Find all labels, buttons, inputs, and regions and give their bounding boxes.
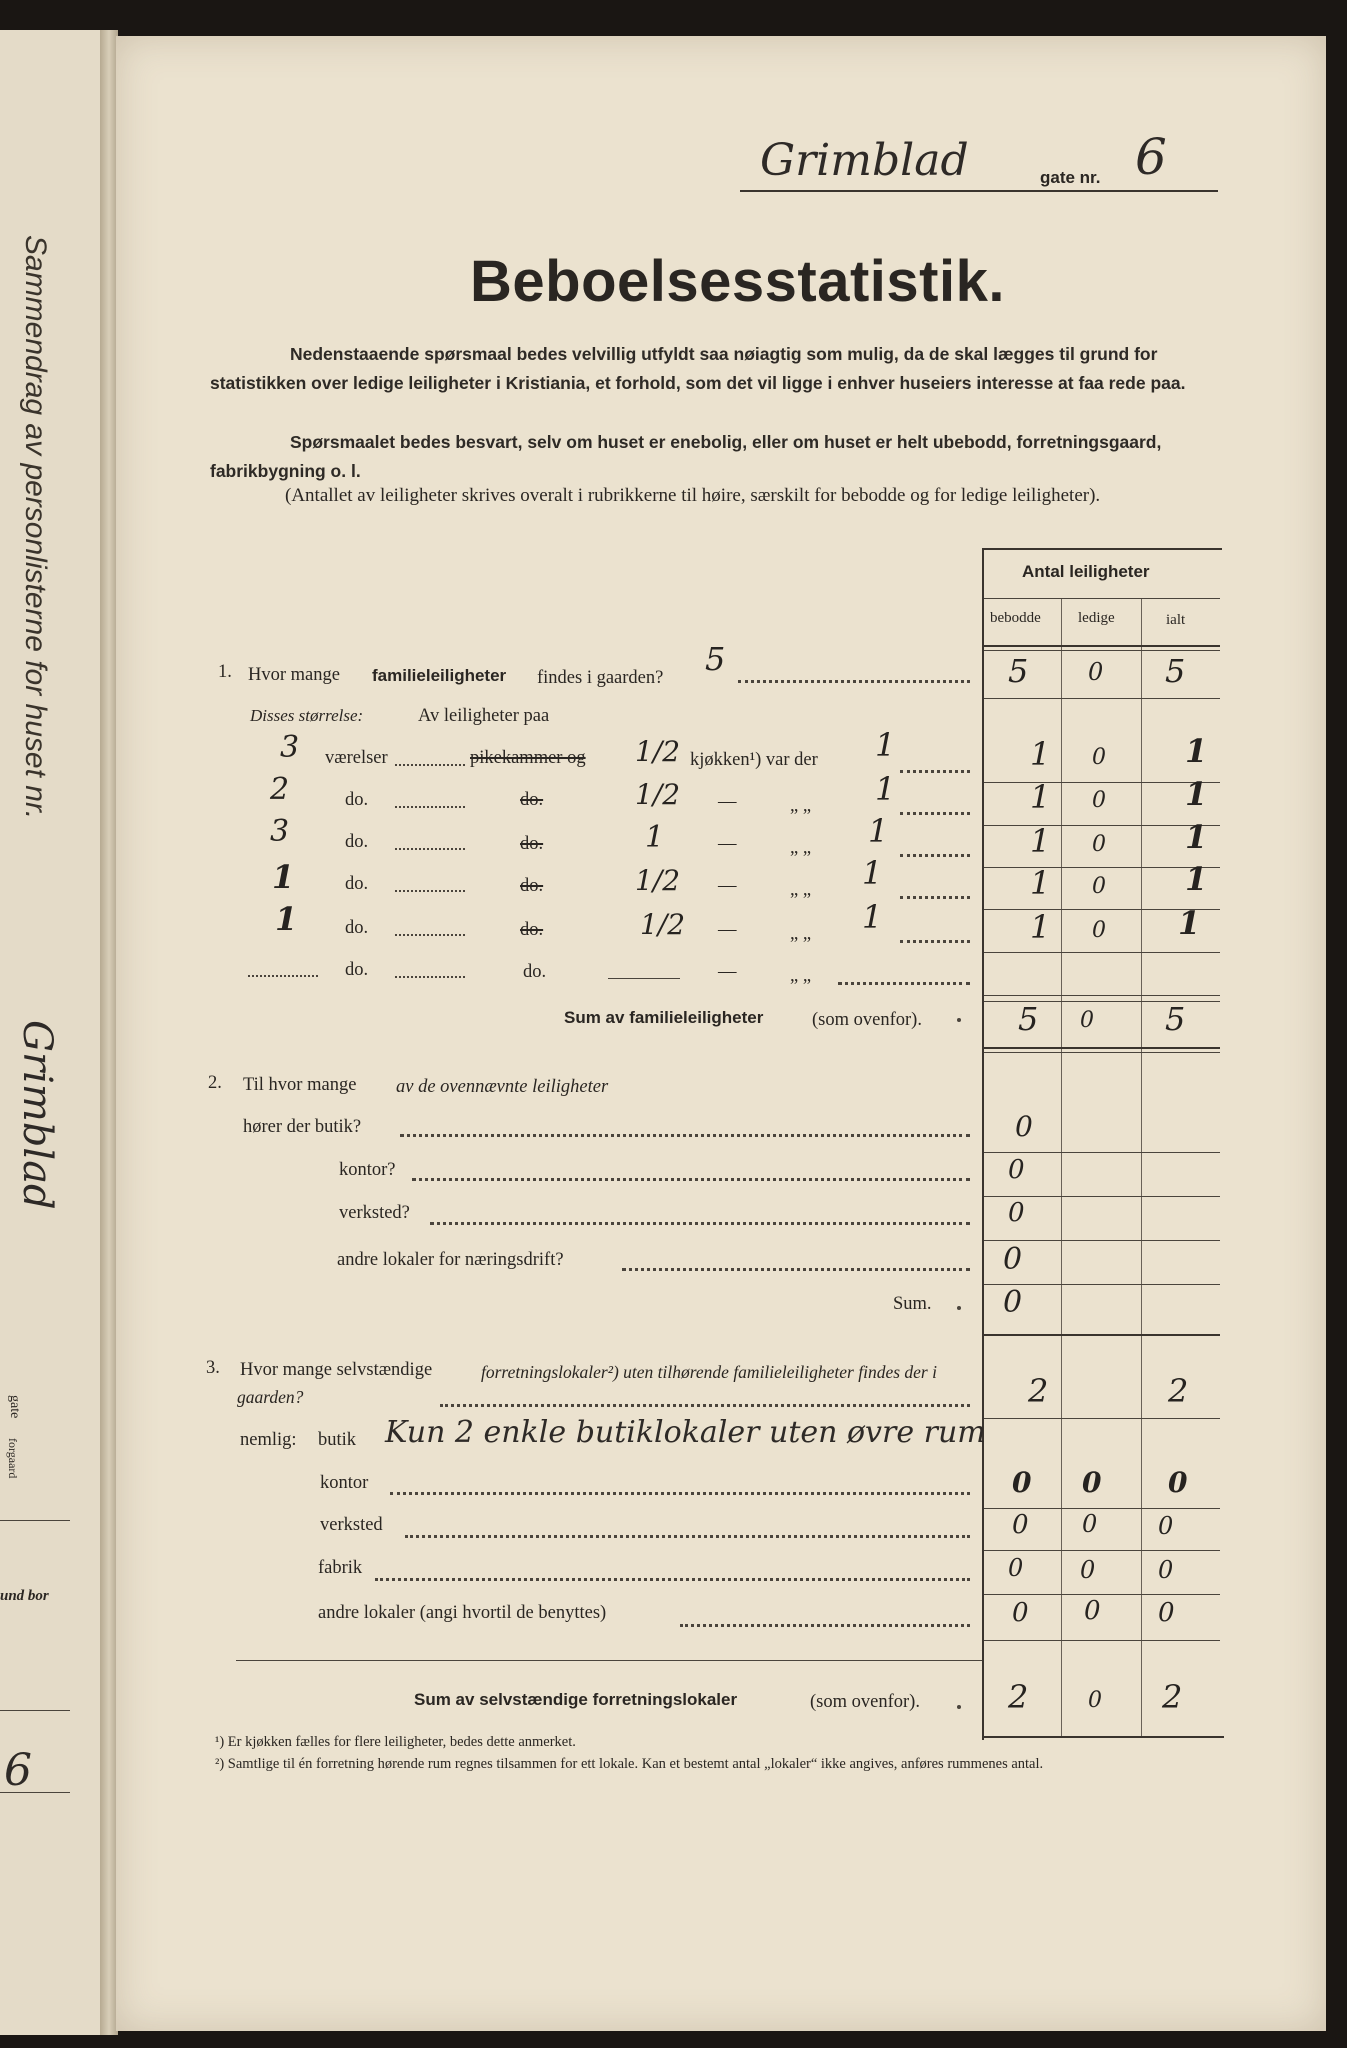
- row3-ledige: 0: [1092, 832, 1106, 857]
- sizes-label: Disses størrelse:: [250, 706, 364, 725]
- row2-do: do.: [345, 790, 369, 810]
- q3-andre-bebodde: 0: [1012, 1598, 1029, 1628]
- q2-kontor-value: 0: [1008, 1155, 1025, 1185]
- q3-fabrik-label: fabrik: [318, 1558, 363, 1578]
- left-baand-bor: und bor: [0, 1588, 49, 1604]
- row5-leader-b: [900, 940, 970, 943]
- row3-kitchen: 1: [645, 820, 665, 855]
- q3-rule-0: [984, 1418, 1220, 1419]
- q3-andre-ledige: 0: [1084, 1596, 1101, 1626]
- row2-ledige: 0: [1092, 788, 1106, 813]
- row4-rooms: 1: [272, 858, 295, 896]
- row5-leader-a: [395, 934, 465, 936]
- row5-rule: [984, 952, 1220, 953]
- q1-sum-label: Sum av familieleiligheter: [564, 1008, 764, 1027]
- row2-quote: „ „: [790, 796, 812, 816]
- row4-dash: —: [718, 876, 737, 896]
- q2-text-b: av de ovennævnte leiligheter: [396, 1077, 609, 1097]
- row2-ialt: 1: [1185, 775, 1208, 813]
- row6-leader-a: [248, 975, 318, 977]
- left-gate-label: gate: [7, 1395, 22, 1419]
- q3-butik-label: butik: [318, 1430, 357, 1450]
- row2-do-struck: do.: [520, 790, 544, 810]
- row6-leader-c: [838, 982, 970, 985]
- table-header-title: Antal leiligheter: [1022, 562, 1150, 581]
- q2-sum-rule: [984, 1334, 1220, 1336]
- row4-leader-a: [395, 890, 465, 892]
- address-rule: [740, 190, 1218, 192]
- row3-do: do.: [345, 832, 369, 852]
- intro-paragraph-1: Nedenstaaende spørsmaal bedes velvillig utfyldt saa nøiagtig som mulig, da de skal lægges til grund for statistikken over ledige leiligheter i Kristiania, et forhold, som det vil ligge i enhver huseiers interesse at faa rede paa.: [210, 344, 1186, 393]
- left-vertical-text: Sammendrag av personlisterne for huset nr.: [19, 235, 52, 820]
- row6-do: do.: [345, 960, 369, 980]
- footnote-1: ¹) Er kjøkken fælles for flere leiligheter, bedes dette anmerket.: [215, 1734, 576, 1750]
- q1-row-rule: [984, 698, 1220, 699]
- row3-ialt: 1: [1185, 818, 1208, 856]
- q1-num: 1.: [218, 662, 232, 682]
- row1-pikekammer: pikekammer og: [470, 748, 586, 768]
- q2-text-a: Til hvor mange: [243, 1075, 357, 1095]
- q3-sum-ialt: 2: [1162, 1678, 1183, 1716]
- row6-kitchen-line: [608, 978, 680, 979]
- q3-rule-3: [984, 1594, 1220, 1595]
- q3-rule-2: [984, 1550, 1220, 1551]
- row2-bebodde: 1: [1030, 778, 1051, 816]
- q3-kontor-leader: [390, 1492, 970, 1495]
- sizes-label-2: Av leiligheter paa: [418, 706, 550, 726]
- q3-verksted-ialt: 0: [1158, 1512, 1174, 1540]
- q1-ledige: 0: [1088, 658, 1104, 686]
- q1-sum-ialt: 5: [1165, 1000, 1186, 1038]
- row5-count: 1: [862, 898, 883, 936]
- left-rule-2: [0, 1710, 70, 1711]
- row1-vaerelser: værelser: [325, 748, 388, 768]
- q3-kontor-ialt: 0: [1168, 1466, 1188, 1499]
- footnote-2: ²) Samtlige til én forretning hørende rum regnes tilsammen for ett lokale. Kan et bestemt antal „lokaler“ ikke angives, anføres rummenes antal.: [215, 1756, 1044, 1772]
- row4-kitchen: 1/2: [635, 864, 681, 897]
- q3-separator: [236, 1660, 982, 1661]
- row5-do-struck: do.: [520, 920, 544, 940]
- q3-fabrik-ialt: 0: [1158, 1556, 1174, 1584]
- q3-sum-label: Sum av selvstændige forretningslokaler: [414, 1690, 738, 1709]
- left-page-edge: [0, 30, 110, 2035]
- q2-sum-dot: [957, 1306, 961, 1310]
- row1-count: 1: [875, 726, 896, 764]
- row3-do-struck: do.: [520, 834, 544, 854]
- row1-ialt: 1: [1185, 732, 1208, 770]
- q3-rule-1: [984, 1508, 1220, 1509]
- q2-item-kontor: kontor?: [339, 1160, 396, 1180]
- q2-item-verksted: verksted?: [339, 1203, 410, 1223]
- row4-leader-b: [900, 896, 970, 899]
- row3-leader-b: [900, 854, 970, 857]
- q1-hw-answer: 5: [705, 640, 726, 678]
- header-hw-number: 6: [1135, 128, 1167, 186]
- row4-bebodde: 1: [1030, 864, 1051, 902]
- row3-count: 1: [868, 812, 889, 850]
- q2-sum-value: 0: [1003, 1285, 1023, 1320]
- row2-kitchen: 1/2: [635, 778, 681, 811]
- q2-rule-1: [984, 1152, 1220, 1153]
- q3-text-a: Hvor mange selvstændige: [240, 1360, 433, 1380]
- left-hw-street: Grimblad: [14, 1020, 60, 1210]
- q3-kontor-ledige: 0: [1082, 1466, 1102, 1499]
- q3-hw-note: Kun 2 enkle butiklokaler uten øvre rum: [385, 1415, 986, 1450]
- q2-butik-value: 0: [1015, 1110, 1033, 1143]
- q1-sum-dot: [957, 1018, 961, 1022]
- row1-leader-b: [900, 770, 970, 773]
- q3-sum-suffix: (som ovenfor).: [810, 1692, 920, 1712]
- row4-quote: „ „: [790, 880, 812, 900]
- row6-quote: „ „: [790, 966, 812, 986]
- q2-sum-label: Sum.: [893, 1294, 932, 1314]
- row5-rooms: 1: [275, 900, 298, 938]
- col-header-ledige: ledige: [1078, 610, 1115, 626]
- q3-text-b: forretningslokaler²) uten tilhørende familieleiligheter findes der i gaarden?: [237, 1362, 937, 1407]
- q2-rule-2: [984, 1196, 1220, 1197]
- col-header-bebodde: bebodde: [990, 610, 1041, 626]
- row2-rooms: 2: [270, 772, 290, 807]
- q3-sum-dot: [957, 1705, 961, 1709]
- row5-kitchen: 1/2: [640, 908, 686, 941]
- q3-fabrik-leader: [375, 1578, 970, 1581]
- q1-sum-suffix: (som ovenfor).: [812, 1010, 922, 1030]
- q2-verksted-leader: [430, 1222, 970, 1225]
- col-divider-1: [1061, 598, 1062, 1738]
- left-rule-1: [0, 1520, 70, 1521]
- row1-ledige: 0: [1092, 745, 1106, 770]
- col-header-ialt: ialt: [1166, 612, 1186, 628]
- row2-leader-a: [395, 806, 465, 808]
- row1-kitchen: 1/2: [635, 735, 681, 768]
- row3-quote: „ „: [790, 838, 812, 858]
- row4-do: do.: [345, 874, 369, 894]
- q3-verksted-label: verksted: [320, 1515, 383, 1535]
- q1-sum-rule-bottom: [984, 1047, 1220, 1049]
- q3-leader: [440, 1404, 970, 1407]
- q3-num: 3.: [206, 1358, 220, 1378]
- row4-ledige: 0: [1092, 874, 1106, 899]
- row3-leader-a: [395, 848, 465, 850]
- row3-dash: —: [718, 834, 737, 854]
- q1-sum-bebodde: 5: [1018, 1000, 1039, 1038]
- row2-count: 1: [875, 770, 896, 808]
- q3-fabrik-ledige: 0: [1080, 1556, 1096, 1584]
- header-hw-street: Grimblad: [760, 135, 969, 186]
- row6-leader-b: [395, 976, 465, 978]
- row5-dash: —: [718, 920, 737, 940]
- left-forgaard: forgaard: [6, 1438, 20, 1479]
- q3-sum-bebodde: 2: [1008, 1678, 1029, 1716]
- q3-fabrik-bebodde: 0: [1008, 1554, 1024, 1582]
- row4-ialt: 1: [1185, 860, 1208, 898]
- header-rule-2: [984, 645, 1220, 647]
- q2-kontor-leader: [412, 1178, 970, 1181]
- col-divider-2: [1141, 598, 1142, 1738]
- intro-paragraph-2: Spørsmaalet bedes besvart, selv om huset er enebolig, eller om huset er helt ubebodd, forretningsgaard, fabrikbygning o. l.: [210, 432, 1162, 481]
- q3-verksted-leader: [405, 1535, 970, 1538]
- row6-rule: [984, 995, 1220, 996]
- row6-do-2: do.: [523, 962, 547, 982]
- header-rule-3: [984, 650, 1220, 651]
- row5-do: do.: [345, 918, 369, 938]
- row2-dash: —: [718, 792, 737, 812]
- q1-bebodde: 5: [1008, 652, 1029, 690]
- header-rule: [984, 598, 1220, 599]
- page-title: Beboelsesstatistik.: [470, 249, 1005, 314]
- row4-count: 1: [862, 854, 883, 892]
- q1-sum-ledige: 0: [1080, 1008, 1094, 1033]
- q2-rule-3: [984, 1240, 1220, 1241]
- q1-leader: [738, 680, 970, 683]
- q2-item-andre: andre lokaler for næringsdrift?: [337, 1250, 564, 1270]
- row2-leader-b: [900, 812, 970, 815]
- row3-rooms: 3: [270, 814, 290, 849]
- row5-ledige: 0: [1092, 918, 1106, 943]
- intro-paragraph-3: (Antallet av leiligheter skrives overalt i rubrikkerne til høire, særskilt for bebodde og for ledige leiligheter).: [285, 485, 1101, 506]
- q3-nemlig: nemlig:: [240, 1430, 297, 1450]
- q3-rule-4: [984, 1640, 1220, 1641]
- row1-rooms: 3: [280, 730, 300, 765]
- q3-verksted-ledige: 0: [1082, 1510, 1098, 1538]
- row1-bebodde: 1: [1030, 735, 1051, 773]
- q3-kontor-label: kontor: [320, 1473, 369, 1493]
- q1-ialt: 5: [1165, 652, 1186, 690]
- q3-sum-ledige: 0: [1088, 1688, 1102, 1713]
- row6-dash: —: [718, 962, 737, 982]
- q3-andre-ialt: 0: [1158, 1598, 1175, 1628]
- q2-item-butik: hører der butik?: [243, 1117, 362, 1137]
- q3-verksted-bebodde: 0: [1012, 1510, 1029, 1540]
- row4-do-struck: do.: [520, 876, 544, 896]
- row5-bebodde: 1: [1030, 908, 1051, 946]
- q1-text-b: familieleiligheter: [372, 666, 507, 685]
- q1-text-a: Hvor mange: [248, 665, 340, 685]
- row5-ialt: 1: [1178, 904, 1201, 942]
- gate-nr-label: gate nr.: [1040, 168, 1101, 187]
- q2-butik-leader: [400, 1134, 970, 1137]
- q3-bebodde: 2: [1028, 1372, 1049, 1410]
- q3-kontor-bebodde: 0: [1012, 1466, 1032, 1499]
- left-hw-number: 6: [4, 1745, 32, 1796]
- q3-ialt: 2: [1168, 1372, 1189, 1410]
- q1-sum-rule-bottom-2: [984, 1052, 1220, 1053]
- q2-andre-leader: [622, 1268, 970, 1271]
- q2-andre-value: 0: [1003, 1242, 1023, 1277]
- q1-text-c: findes i gaarden?: [537, 668, 664, 688]
- q3-andre-label: andre lokaler (angi hvortil de benyttes): [318, 1603, 607, 1623]
- row5-quote: „ „: [790, 924, 812, 944]
- row1-leader-a: [395, 764, 465, 766]
- q2-verksted-value: 0: [1008, 1198, 1025, 1228]
- q2-num: 2.: [208, 1073, 222, 1093]
- q3-andre-leader: [680, 1624, 970, 1627]
- row1-kjokken: kjøkken¹) var der: [690, 750, 818, 770]
- row3-bebodde: 1: [1030, 822, 1051, 860]
